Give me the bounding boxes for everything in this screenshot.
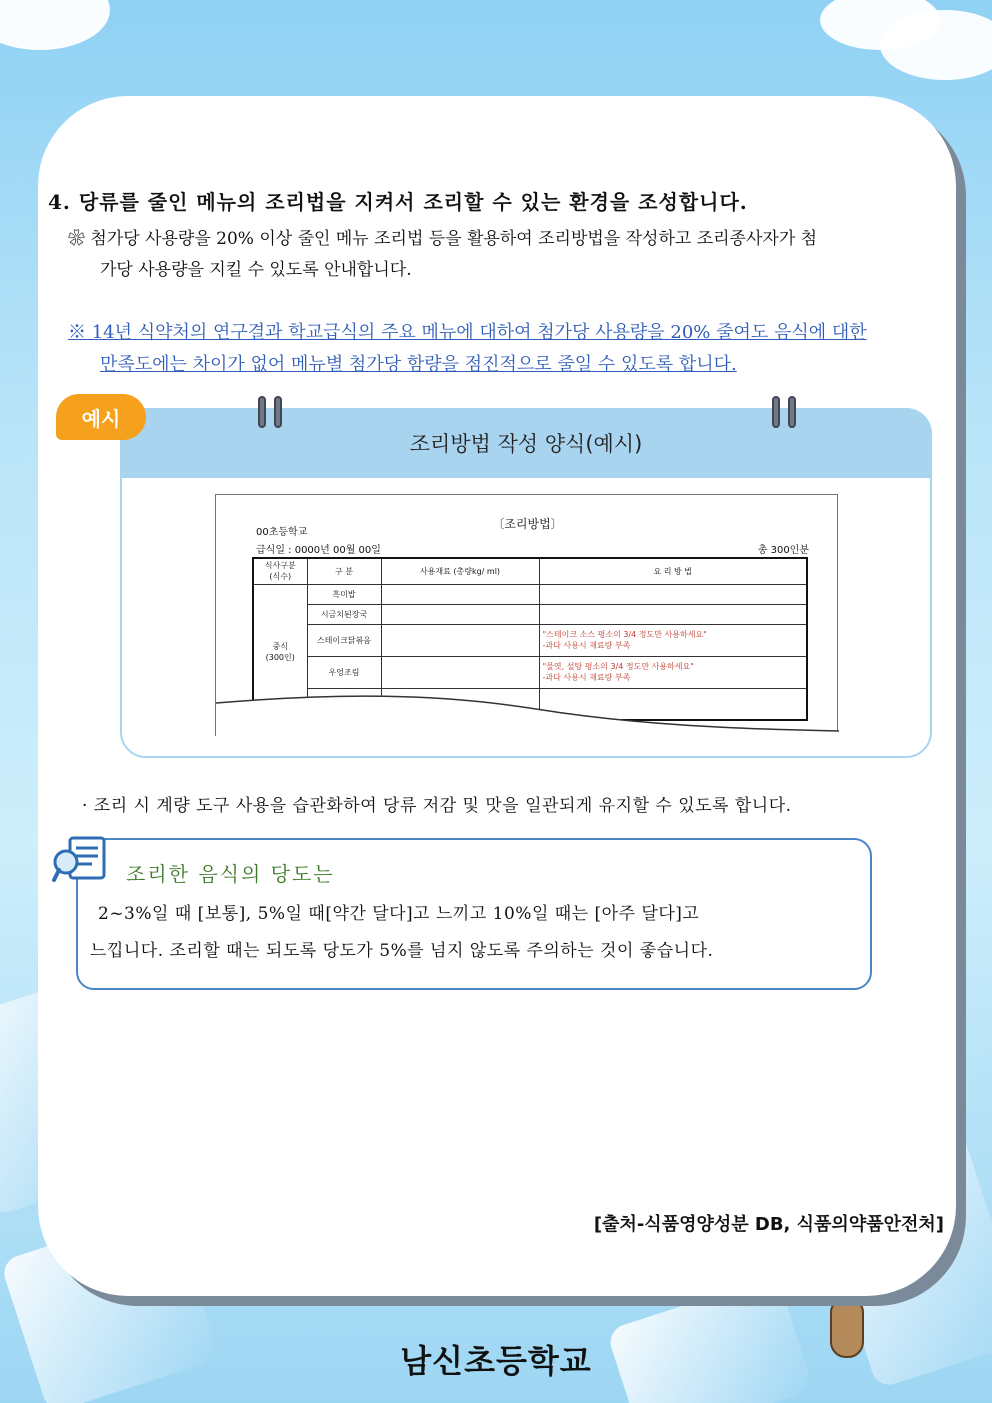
source-citation: [출처-식품영양성분 DB, 식품의약품안전처]	[593, 1214, 944, 1235]
method-cell: "물엿, 설탕 평소의 3/4 정도만 사용하세요" -과다 사용시 재료량 부족	[539, 656, 807, 688]
cloud-decoration	[0, 0, 110, 50]
table-header: 구 분	[307, 558, 381, 584]
menu-item-cell: 스테이크닭볶음	[307, 624, 381, 656]
table-header: 요 리 방 법	[539, 558, 807, 584]
measuring-tools-bullet: · 조리 시 계량 도구 사용을 습관화하여 당류 저감 및 맛을 일관되게 유지할 수 있도록 합니다.	[82, 796, 792, 816]
ingredient-cell	[381, 624, 539, 656]
meal-group-cell: 중식 (300인)	[253, 584, 307, 720]
info-box-body	[90, 896, 860, 970]
recipe-form-title: 〔조리방법〕	[492, 517, 563, 531]
cloud-decoration	[880, 10, 992, 80]
method-cell	[539, 584, 807, 604]
table-row	[253, 656, 807, 688]
table-row	[253, 584, 807, 604]
table-row	[253, 624, 807, 656]
method-cell: "스테이크 소스 평소의 3/4 정도만 사용하세요" -과다 사용시 재료량 부족	[539, 624, 807, 656]
method-cell	[539, 604, 807, 624]
menu-item-cell: 우엉조림	[307, 656, 381, 688]
paragraph-line: ❀ 첨가당 사용량을 20% 이상 줄인 메뉴 조리법 등을 활용하여 조리방법을 작성하고 조리종사자가 첨	[68, 229, 818, 249]
example-tag: 예시	[56, 394, 146, 440]
recipe-form-document	[215, 494, 838, 736]
example-panel-title: 조리방법 작성 양식(예시)	[120, 408, 932, 478]
paragraph-line: 가당 사용량을 지킬 수 있도록 안내합니다.	[100, 260, 412, 280]
ingredient-cell	[381, 584, 539, 604]
binder-ring-icon	[258, 396, 282, 428]
ingredient-cell	[381, 604, 539, 624]
section-heading: 4. 당류를 줄인 메뉴의 조리법을 지켜서 조리할 수 있는 환경을 조성합니다.	[48, 190, 748, 214]
recipe-form-date: 급식일 : 0000년 00월 00일	[256, 545, 381, 556]
info-line: 2~3%일 때 [보통], 5%일 때[약간 달다]고 느끼고 10%일 때는 [아주 달다]고	[98, 904, 700, 924]
table-header: 사용재료 (총량kg/ ml)	[381, 558, 539, 584]
ingredient-cell	[381, 656, 539, 688]
table-row	[253, 604, 807, 624]
recipe-form-total: 총 300인분	[757, 545, 809, 556]
info-line: 느낍니다. 조리할 때는 되도록 당도가 5%를 넘지 않도록 주의하는 것이 좋습니다.	[90, 941, 714, 961]
menu-item-cell: 시금치된장국	[307, 604, 381, 624]
menu-item-cell: 흑미밥	[307, 584, 381, 604]
school-name: 남신초등학교	[400, 1342, 592, 1380]
recipe-form-school: 00초등학교	[256, 527, 308, 538]
torn-edge-decoration	[216, 691, 839, 739]
note-line: ※ 14년 식약처의 연구결과 학교급식의 주요 메뉴에 대하여 첨가당 사용량을 20% 줄여도 음식에 대한	[68, 322, 867, 343]
table-header: 식사구분 (식수)	[253, 558, 307, 584]
note-line: 만족도에는 차이가 없어 메뉴별 첨가당 함량을 점진적으로 줄일 수 있도록 합니다.	[100, 354, 737, 375]
document-search-icon	[52, 836, 110, 886]
research-note	[68, 317, 948, 381]
binder-ring-icon	[772, 396, 796, 428]
info-box-title: 조리한 음식의 당도는	[126, 862, 335, 886]
section-paragraph	[68, 224, 948, 286]
